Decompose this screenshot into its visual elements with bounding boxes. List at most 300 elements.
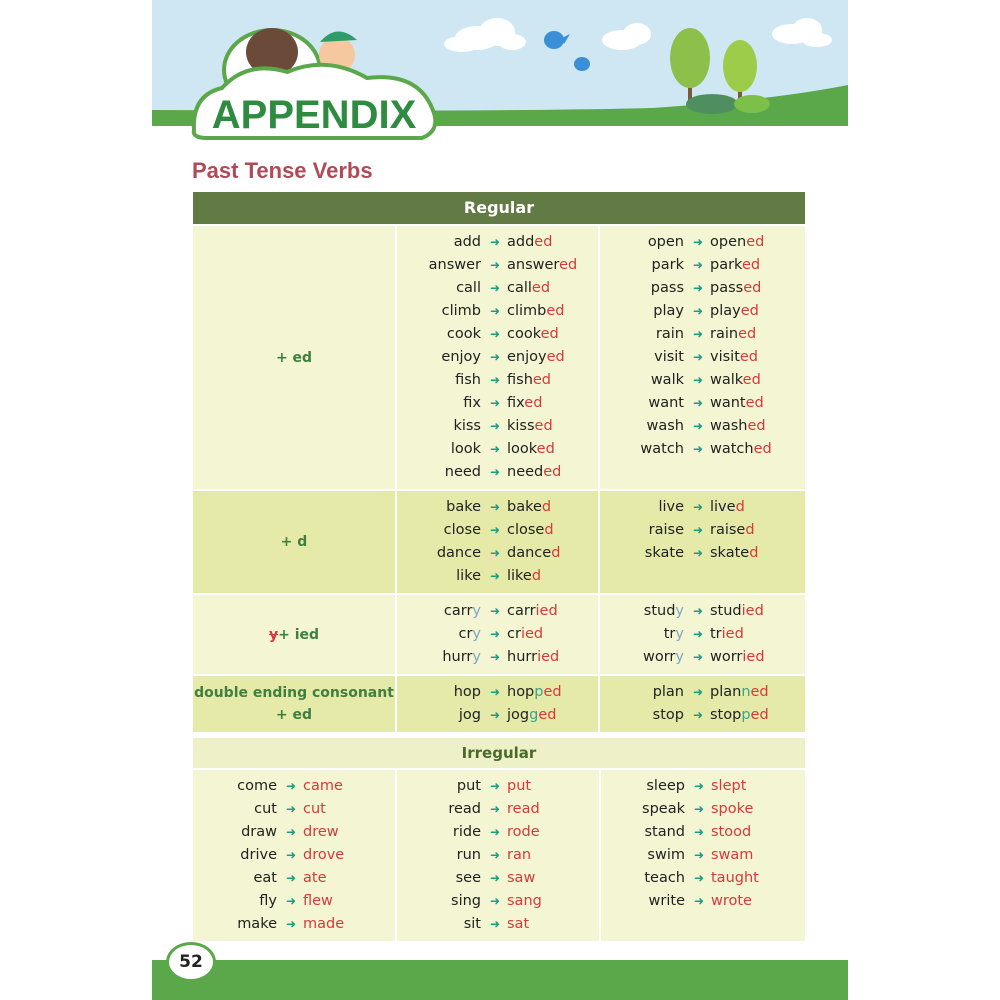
past-ending: ied — [535, 603, 558, 619]
past-stem: park — [710, 257, 742, 273]
arrow-icon: ➜ — [489, 373, 501, 387]
past-ending: d — [749, 545, 759, 561]
past-stem: play — [710, 303, 741, 319]
base-verb: stop — [652, 707, 684, 723]
irregular-section — [193, 768, 805, 941]
verb-row — [600, 681, 803, 704]
past-verb — [708, 323, 756, 346]
verb-row — [600, 415, 803, 438]
past-verb — [505, 438, 555, 461]
base-verb: raise — [648, 522, 684, 538]
past-ending: d — [544, 522, 554, 538]
base-verb: write — [648, 893, 685, 909]
irregular-column — [601, 770, 805, 941]
verb-row — [193, 775, 395, 798]
rule-label — [193, 595, 397, 674]
dropped-letter: y — [675, 626, 684, 642]
verb-row — [397, 461, 598, 484]
base-verb: fish — [455, 372, 481, 388]
verb-column — [600, 226, 803, 489]
past-verb: came — [303, 778, 343, 794]
base-verb: plan — [652, 684, 684, 700]
arrow-icon: ➜ — [489, 396, 501, 410]
verb-row — [601, 798, 805, 821]
base-verb: draw — [241, 824, 277, 840]
arrow-icon: ➜ — [693, 871, 705, 885]
verb-row — [397, 346, 598, 369]
past-ending: ed — [743, 280, 762, 296]
verb-column — [397, 676, 600, 732]
base-verb: visit — [654, 349, 684, 365]
past-verb: taught — [711, 870, 759, 886]
arrow-icon: ➜ — [692, 546, 704, 560]
arrow-icon: ➜ — [693, 802, 705, 816]
past-stem: visit — [710, 349, 740, 365]
past-verb — [708, 254, 760, 277]
past-verb — [708, 231, 764, 254]
verb-row — [600, 438, 803, 461]
dropped-letter: y — [675, 603, 684, 619]
past-ending: ed — [538, 707, 557, 723]
base-verb: park — [651, 257, 684, 273]
verb-row — [397, 392, 598, 415]
arrow-icon: ➜ — [692, 419, 704, 433]
verb-row — [601, 844, 805, 867]
verb-row — [600, 646, 803, 669]
past-verb: put — [507, 778, 532, 794]
rule-main: + ied — [278, 626, 320, 643]
past-verb — [505, 300, 564, 323]
past-tense-table — [193, 192, 805, 941]
verb-row — [397, 867, 599, 890]
past-ending: ed — [739, 349, 759, 365]
base-verb — [600, 623, 688, 646]
past-verb — [708, 704, 769, 727]
past-verb — [505, 496, 551, 519]
past-ending: ed — [543, 464, 562, 480]
verb-row — [397, 254, 598, 277]
past-stem: raise — [710, 522, 746, 538]
arrow-icon: ➜ — [489, 258, 501, 272]
base-verb: skate — [644, 545, 684, 561]
base-verb: hop — [453, 684, 481, 700]
verb-row — [397, 231, 598, 254]
past-stem: kiss — [507, 418, 535, 434]
rule-text — [194, 682, 394, 726]
past-stem: skate — [710, 545, 750, 561]
base-verb: open — [647, 234, 684, 250]
past-stem: jog — [507, 707, 530, 723]
past-ending: ed — [750, 684, 769, 700]
base-verb: put — [456, 778, 481, 794]
arrow-icon: ➜ — [692, 442, 704, 456]
past-ending: ied — [721, 626, 744, 642]
arrow-icon: ➜ — [489, 894, 501, 908]
past-stem: fish — [507, 372, 533, 388]
past-verb — [505, 646, 559, 669]
past-verb — [708, 496, 745, 519]
base-verb: come — [237, 778, 277, 794]
past-stem: stud — [710, 603, 742, 619]
past-ending: ed — [534, 418, 553, 434]
arrow-icon: ➜ — [692, 281, 704, 295]
doubled-letter: n — [741, 684, 751, 700]
rule-section — [193, 224, 805, 489]
base-verb: kiss — [453, 418, 481, 434]
past-verb — [708, 277, 761, 300]
verb-row — [193, 867, 395, 890]
past-verb: drove — [303, 847, 345, 863]
arrow-icon: ➜ — [489, 523, 501, 537]
past-ending: ed — [532, 372, 552, 388]
base-verb: dance — [436, 545, 481, 561]
past-verb — [708, 646, 765, 669]
past-verb — [505, 623, 543, 646]
past-verb — [708, 392, 764, 415]
appendix-page — [152, 0, 848, 1000]
rule-text — [281, 531, 308, 553]
base-verb: pass — [650, 280, 684, 296]
arrow-icon: ➜ — [692, 327, 704, 341]
verb-row — [600, 704, 803, 727]
past-verb: ran — [507, 847, 532, 863]
arrow-icon: ➜ — [489, 569, 501, 583]
verb-column — [600, 491, 803, 593]
verb-row — [600, 392, 803, 415]
base-verb: fly — [259, 893, 277, 909]
verb-column — [397, 595, 600, 674]
past-verb — [505, 704, 556, 727]
arrow-icon: ➜ — [489, 871, 501, 885]
past-stem: hurr — [507, 649, 538, 665]
verb-row — [600, 369, 803, 392]
base-verb: answer — [428, 257, 481, 273]
base-stem: stud — [643, 603, 676, 619]
past-verb: slept — [711, 778, 747, 794]
past-verb — [505, 542, 560, 565]
verb-column — [397, 491, 600, 593]
past-ending: ied — [520, 626, 544, 642]
past-verb: sat — [507, 916, 530, 932]
appendix-banner — [152, 0, 848, 140]
base-verb: swim — [647, 847, 685, 863]
past-stem: fix — [507, 395, 525, 411]
arrow-icon: ➜ — [489, 281, 501, 295]
base-verb: see — [455, 870, 481, 886]
base-verb — [600, 600, 688, 623]
past-verb — [505, 565, 541, 588]
base-verb: enjoy — [441, 349, 481, 365]
arrow-icon: ➜ — [489, 465, 501, 479]
past-verb — [505, 369, 551, 392]
rule-section — [193, 674, 805, 732]
verb-row — [600, 600, 803, 623]
struck-y: y — [268, 626, 279, 643]
past-ending: ed — [741, 257, 761, 273]
verb-row — [397, 681, 598, 704]
past-ending: ed — [753, 441, 772, 457]
base-verb: drive — [240, 847, 277, 863]
base-verb: sit — [463, 916, 481, 932]
past-verb — [505, 461, 561, 484]
base-verb: ride — [452, 824, 481, 840]
base-verb: teach — [644, 870, 685, 886]
verb-row — [397, 542, 598, 565]
arrow-icon: ➜ — [489, 350, 501, 364]
base-stem: carr — [443, 603, 473, 619]
verb-row — [600, 231, 803, 254]
past-verb: made — [303, 916, 345, 932]
verb-row — [600, 519, 803, 542]
verb-row — [397, 277, 598, 300]
past-ending: ed — [746, 234, 765, 250]
footer-bar — [152, 960, 848, 1000]
past-stem: hop — [507, 684, 535, 700]
arrow-icon: ➜ — [692, 685, 704, 699]
past-ending: ed — [524, 395, 543, 411]
past-verb — [505, 681, 562, 704]
rule-text — [276, 347, 312, 369]
base-verb: jog — [458, 707, 481, 723]
past-stem: watch — [710, 441, 754, 457]
arrow-icon: ➜ — [692, 523, 704, 537]
past-stem: tr — [710, 626, 722, 642]
rule-text — [269, 624, 319, 646]
past-verb — [505, 519, 554, 542]
arrow-icon: ➜ — [489, 650, 501, 664]
verb-row — [397, 704, 598, 727]
rule-main: + ed — [275, 349, 313, 366]
past-ending: ed — [738, 326, 757, 342]
base-verb: bake — [446, 499, 481, 515]
arrow-icon: ➜ — [489, 779, 501, 793]
past-ending: ed — [536, 441, 555, 457]
past-stem: open — [710, 234, 747, 250]
verb-row — [600, 277, 803, 300]
past-stem: plan — [710, 684, 742, 700]
past-ending: ed — [531, 280, 551, 296]
past-ending: d — [541, 499, 552, 515]
verb-row — [397, 565, 598, 588]
banner-title: APPENDIX — [211, 93, 417, 137]
base-verb: look — [450, 441, 481, 457]
page-title: Past Tense Verbs — [192, 158, 373, 183]
base-verb: close — [443, 522, 481, 538]
arrow-icon: ➜ — [692, 708, 704, 722]
regular-sections — [193, 224, 805, 732]
verb-row — [397, 300, 598, 323]
rule-label — [193, 676, 397, 732]
past-verb — [708, 600, 764, 623]
verb-row — [193, 844, 395, 867]
past-stem: dance — [507, 545, 552, 561]
verb-row — [193, 821, 395, 844]
base-verb: sing — [451, 893, 481, 909]
base-verb: play — [653, 303, 684, 319]
arrow-icon: ➜ — [489, 442, 501, 456]
past-verb: rode — [507, 824, 540, 840]
past-verb — [708, 415, 766, 438]
past-verb — [505, 392, 542, 415]
base-verb — [397, 646, 485, 669]
verb-column — [397, 226, 600, 489]
arrow-icon: ➜ — [692, 304, 704, 318]
rule-label — [193, 491, 397, 593]
arrow-icon: ➜ — [692, 235, 704, 249]
base-verb: stand — [644, 824, 685, 840]
verb-row — [193, 798, 395, 821]
arrow-icon: ➜ — [693, 825, 705, 839]
dropped-letter: y — [472, 626, 481, 642]
past-stem: climb — [507, 303, 547, 319]
arrow-icon: ➜ — [489, 825, 501, 839]
doubled-letter: p — [741, 707, 751, 723]
verb-row — [397, 600, 598, 623]
arrow-icon: ➜ — [692, 350, 704, 364]
past-verb — [505, 415, 553, 438]
past-ending: ed — [540, 326, 559, 342]
irregular-column — [397, 770, 601, 941]
rule-label — [193, 226, 397, 489]
arrow-icon: ➜ — [489, 802, 501, 816]
arrow-icon: ➜ — [285, 848, 297, 862]
base-verb: cook — [446, 326, 481, 342]
base-stem: cr — [458, 626, 473, 642]
past-stem: worr — [710, 649, 743, 665]
base-verb: read — [448, 801, 481, 817]
arrow-icon: ➜ — [489, 419, 501, 433]
arrow-icon: ➜ — [489, 848, 501, 862]
arrow-icon: ➜ — [692, 604, 704, 618]
arrow-icon: ➜ — [285, 825, 297, 839]
dropped-letter: y — [472, 649, 481, 665]
past-ending: ed — [745, 395, 764, 411]
past-verb — [708, 300, 759, 323]
doubled-letter: g — [529, 707, 539, 723]
verb-row — [397, 775, 599, 798]
past-ending: ied — [742, 649, 765, 665]
arrow-icon: ➜ — [692, 627, 704, 641]
verb-row — [601, 821, 805, 844]
arrow-icon: ➜ — [489, 604, 501, 618]
base-verb — [397, 623, 485, 646]
arrow-icon: ➜ — [692, 258, 704, 272]
verb-column — [600, 595, 803, 674]
past-stem: live — [710, 499, 736, 515]
past-verb: drew — [303, 824, 339, 840]
base-verb — [600, 646, 688, 669]
past-verb: cut — [303, 801, 326, 817]
past-stem: bake — [507, 499, 542, 515]
past-verb — [505, 231, 552, 254]
verb-row — [600, 323, 803, 346]
base-verb: speak — [642, 801, 685, 817]
base-verb: live — [658, 499, 684, 515]
rule-main: double ending consonant — [194, 685, 394, 701]
base-stem: hurr — [442, 649, 473, 665]
verb-row — [397, 798, 599, 821]
base-verb — [397, 600, 485, 623]
verb-row — [193, 913, 395, 936]
irregular-heading: Irregular — [193, 738, 805, 768]
dropped-letter: y — [472, 603, 481, 619]
arrow-icon: ➜ — [693, 848, 705, 862]
irregular-column — [193, 770, 397, 941]
rule-section — [193, 593, 805, 674]
arrow-icon: ➜ — [285, 894, 297, 908]
past-stem: look — [507, 441, 537, 457]
past-ending: ed — [534, 234, 553, 250]
past-verb — [708, 623, 744, 646]
past-ending: d — [551, 545, 561, 561]
verb-row — [397, 369, 598, 392]
verb-row — [397, 415, 598, 438]
base-verb: need — [444, 464, 481, 480]
base-verb: fix — [463, 395, 481, 411]
base-verb: want — [648, 395, 684, 411]
base-stem: worr — [643, 649, 676, 665]
base-verb: make — [237, 916, 277, 932]
base-stem: tr — [663, 626, 676, 642]
base-verb: wash — [646, 418, 684, 434]
past-stem: answer — [507, 257, 560, 273]
past-verb: saw — [507, 870, 536, 886]
past-verb — [708, 438, 772, 461]
arrow-icon: ➜ — [692, 373, 704, 387]
arrow-icon: ➜ — [489, 235, 501, 249]
past-verb: wrote — [711, 893, 752, 909]
past-verb — [505, 600, 558, 623]
verb-row — [600, 496, 803, 519]
past-stem: want — [710, 395, 746, 411]
past-ending: ed — [742, 372, 761, 388]
base-verb: rain — [655, 326, 684, 342]
verb-row — [397, 323, 598, 346]
base-verb: sleep — [646, 778, 685, 794]
verb-row — [397, 646, 598, 669]
past-verb — [708, 369, 761, 392]
past-ending: ied — [741, 603, 764, 619]
past-ending: ed — [740, 303, 759, 319]
past-verb — [708, 519, 755, 542]
past-stem: rain — [710, 326, 739, 342]
rule-second: + ed — [275, 707, 313, 723]
past-verb: swam — [711, 847, 754, 863]
past-verb — [505, 323, 559, 346]
verb-row — [397, 519, 598, 542]
past-stem: stop — [710, 707, 742, 723]
arrow-icon: ➜ — [692, 500, 704, 514]
past-ending: d — [745, 522, 755, 538]
verb-row — [397, 496, 598, 519]
past-stem: cr — [507, 626, 521, 642]
arrow-icon: ➜ — [489, 304, 501, 318]
past-ending: ed — [543, 684, 562, 700]
verb-row — [600, 300, 803, 323]
verb-row — [397, 890, 599, 913]
past-stem: like — [507, 568, 532, 584]
doubled-letter: p — [534, 684, 544, 700]
past-stem: call — [507, 280, 532, 296]
past-verb — [708, 681, 769, 704]
past-stem: cook — [507, 326, 541, 342]
base-verb: climb — [441, 303, 481, 319]
arrow-icon: ➜ — [489, 627, 501, 641]
past-verb: sang — [507, 893, 542, 909]
verb-row — [600, 542, 803, 565]
verb-row — [397, 438, 598, 461]
verb-row — [600, 623, 803, 646]
